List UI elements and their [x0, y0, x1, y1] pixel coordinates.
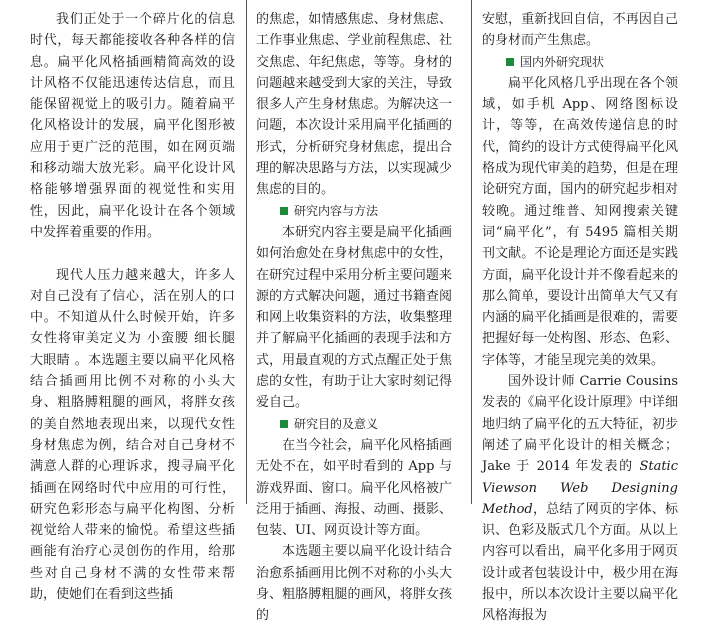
column-3: [482, 9, 678, 624]
section-heading-text: 国内外研究现状: [520, 54, 605, 69]
green-square-icon: [506, 58, 514, 66]
section-heading-text: 研究内容与方法: [294, 203, 379, 218]
column-divider: [246, 0, 247, 504]
section-heading: [256, 201, 452, 222]
book-title: Static Viewson Web Designing Method: [482, 459, 678, 517]
column-divider: [471, 0, 472, 504]
column-1: [30, 9, 235, 603]
paragraph: 的焦虑，如情感焦虑、身材焦虑、工作事业焦虑、学业前程焦虑、社交焦虑、年纪焦虑，等等。身材的问题越来越受到大家的关注，导致很多人产生身材焦虑。为解决这一问题，本次设计采用扁平化插画的形式，分析研究身材焦虑，提出合理的解决思路与方法，以实现减少焦虑的目的。: [256, 12, 452, 198]
section-heading-text: 研究目的及意义: [294, 416, 379, 431]
paragraph: 本选题主要以扁平化设计结合治愈系插画用比例不对称的小头大身、粗胳膊粗腿的画风，将胖女孩的: [256, 544, 452, 624]
paragraph: 我们正处于一个碎片化的信息时代，每天都能接收各种各样的信息。扁平化风格插画精简高效的设计风格不仅能迅速传达信息，而且能保留视觉上的吸引力。随着扁平化风格设计的发展，扁平化图形被应用于更广泛的范围，如在网页端和移动端大放光彩。扁平化设计风格能够增强界面的视觉性和实用性，因此，扁平化设计在各个领域中发挥着重要的作用。: [30, 12, 235, 240]
paragraph: 安慰，重新找回自信，不再因自己的身材而产生焦虑。: [482, 12, 678, 49]
paragraph: 在当今社会，扁平化风格插画无处不在，如平时看到的 App 与游戏界面、窗口。扁平化风格被广泛用于插画、海报、动画、摄影、包装、UI、网页设计等方面。: [256, 437, 452, 539]
paragraph-text: ，总结了网页的字体、标识、色彩及版式几个方面。从以上内容可以看出，扁平化多用于网页设计或者包装设计中，极少用在海报中，所以本次设计主要以扁平化风格海报为: [482, 501, 678, 624]
green-square-icon: [280, 207, 288, 215]
section-heading: [482, 52, 678, 73]
paragraph: 扁平化风格几乎出现在各个领域，如手机 App、网络图标设计，等等，在高效传递信息的时代，简约的设计方式使得扁平化风格成为现代审美的趋势，但是在理论研究方面，国内的研究起步相对较晚。通过维普、知网搜索关键词“扁平化”，有 5495 篇相关期刊文献。不论是理论方面还是实践方面，扁平化设计并不像看起来的那么简单，要设计出简单大气又有内涵的扁平化插画是很难的，需要把握好每一处构图、形态、色彩、字体等，才能呈现完美的效果。: [482, 75, 678, 368]
section-heading: [256, 414, 452, 435]
paragraph: [482, 371, 678, 627]
green-square-icon: [280, 420, 288, 428]
paragraph: 本研究内容主要是扁平化插画如何治愈处在身材焦虑中的女性，在研究过程中采用分析主要问题来源的方式解决问题，通过书籍查阅和网上收集资料的方法，收集整理并了解扁平化插画的表现手法和方式，用最直观的方式点醒正处于焦虑的女性，有助于让大家时刻记得爱自己。: [256, 224, 452, 411]
column-2: [256, 9, 452, 624]
paragraph-text: 国外设计师 Carrie Cousins 发表的《扁平化设计原理》中详细地归纳了扁平化的五大特征，初步阐述了扁平化设计的相关概念；Jake 于 2014 年发表的: [482, 374, 678, 475]
paragraph: 现代人压力越来越大，许多人对自己没有了信心，活在别人的口中。不知道从什么时候开始，许多女性将审美定义为 小蛮腰 细长腿 大眼睛 。本选题主要以扁平化风格结合插画用比例不对称的小头大身、粗胳膊粗腿的画风，将胖女孩的美自然地表现出来，以现代女性身材焦虑为例，结合对自己身材不满意人群的心理诉求，搜寻扁平化插画在网络时代中应用的可行性，研究色彩形态与扁平化构图、分析视觉给人带来的愉悦。希望这些插画能有治疗心灵创伤的作用，给那些对自己身材不满的女性带来帮助，使她们在看到这些插: [30, 267, 235, 603]
paragraph-gap: [30, 243, 235, 264]
